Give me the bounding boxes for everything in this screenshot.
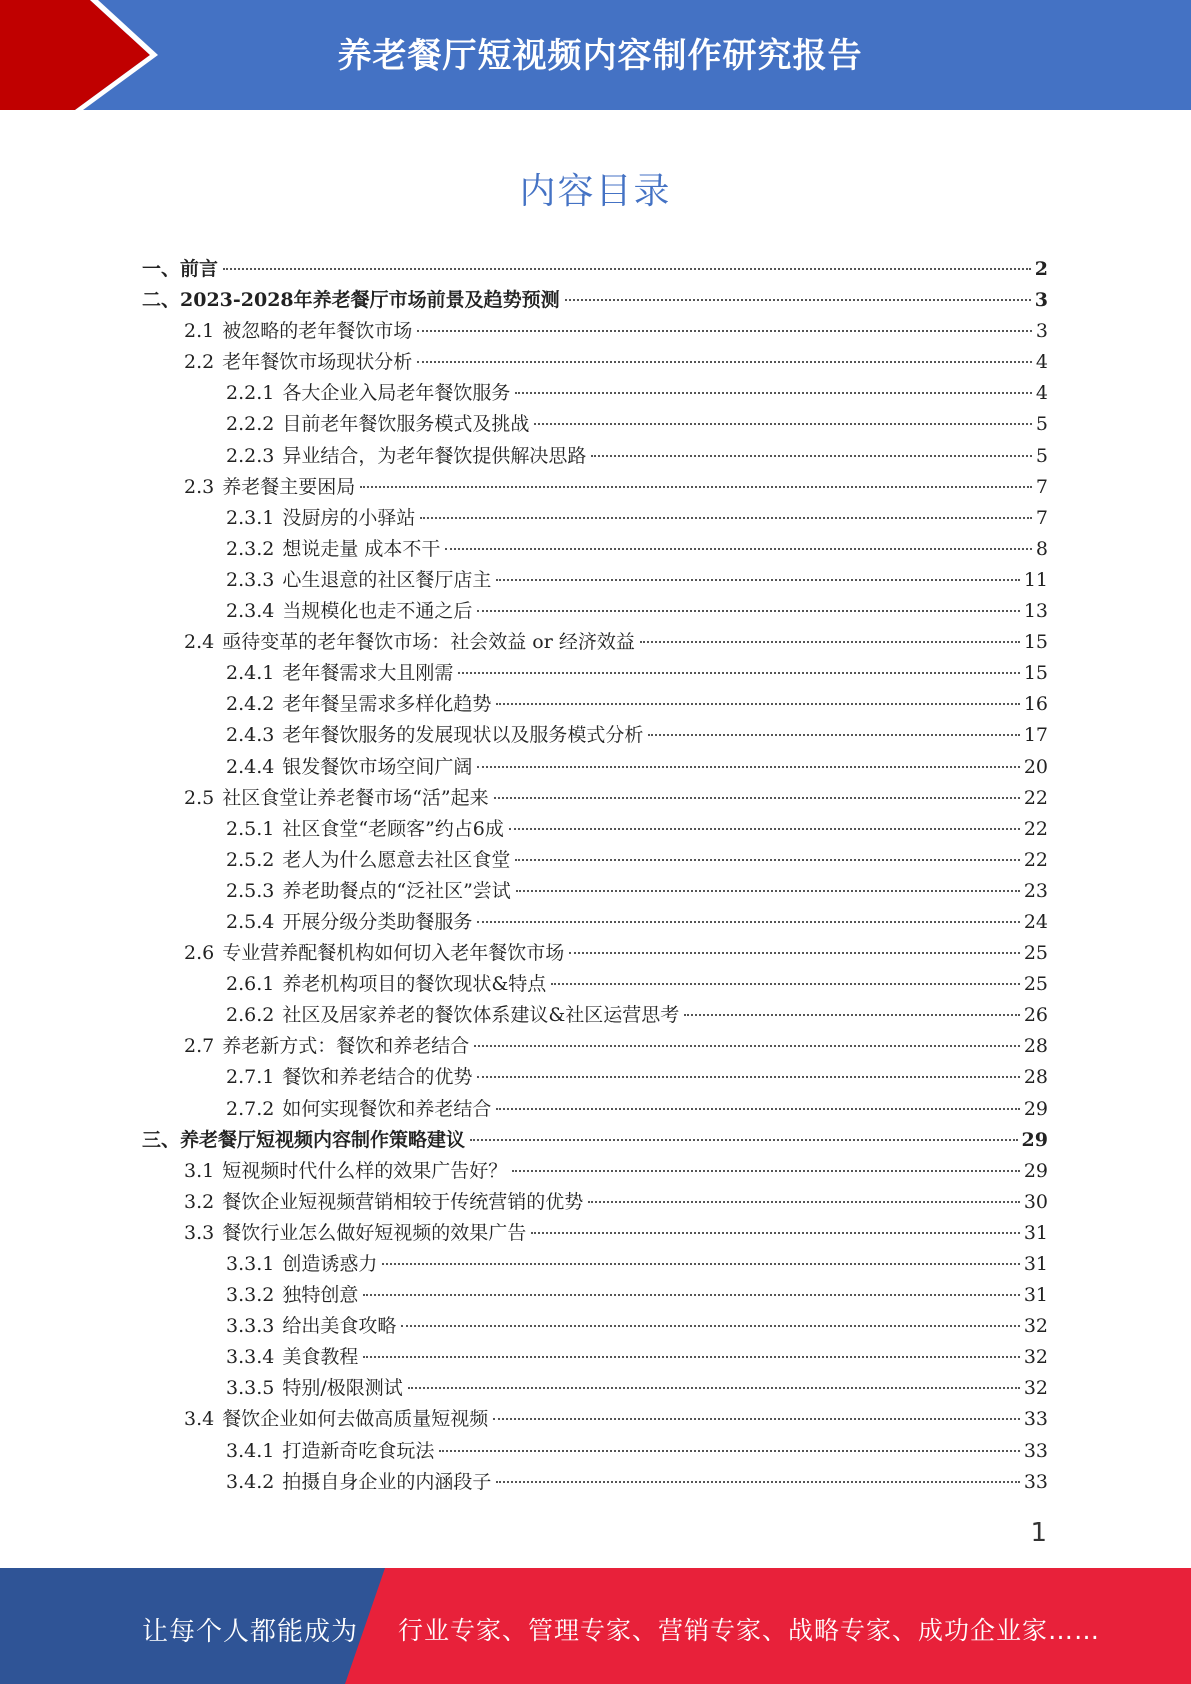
toc-entry-label (184, 1187, 586, 1218)
toc-dot-leader (588, 1201, 1020, 1203)
toc-entry-text: 餐饮行业怎么做好短视频的效果广告 (222, 1221, 527, 1244)
toc-dot-leader (648, 734, 1019, 736)
toc-entry-number: 2.2.1 (226, 382, 275, 405)
toc-entry-text: 短视频时代什么样的效果广告好？ (222, 1159, 508, 1182)
toc-entry-text: 一、前言 (142, 258, 219, 280)
toc-entry-number: 3.3.4 (226, 1346, 275, 1369)
toc-entry-text: 开展分级分类助餐服务 (282, 910, 473, 933)
toc-entry-page: 4 (1035, 351, 1048, 374)
toc-entry-label (184, 1156, 510, 1187)
toc-entry-label (184, 783, 492, 814)
toc-entry-number: 2.3.1 (226, 506, 275, 529)
toc-entry-label (184, 1031, 472, 1062)
toc-entry-number: 2.4 (184, 631, 215, 654)
toc-dot-leader (493, 1418, 1020, 1420)
toc-dot-leader (408, 1387, 1020, 1389)
toc-entry-page: 24 (1023, 910, 1048, 933)
toc-entry-label (226, 441, 589, 472)
toc-entry-page: 4 (1035, 382, 1048, 405)
toc-entry[interactable] (142, 845, 1048, 876)
toc-entry-label (226, 1062, 475, 1093)
toc-entry-label (184, 938, 567, 969)
toc-entry[interactable] (142, 565, 1048, 596)
toc-entry-number: 2.4.1 (226, 662, 275, 685)
toc-dot-leader (515, 859, 1019, 861)
toc-entry-label (226, 378, 513, 409)
toc-entry-number: 3.2 (184, 1190, 215, 1213)
toc-dot-leader (515, 392, 1032, 394)
toc-dot-leader (470, 1139, 1018, 1141)
toc-entry-page: 29 (1021, 1128, 1048, 1151)
toc-entry[interactable] (142, 1342, 1048, 1373)
toc-entry[interactable] (142, 876, 1048, 907)
toc-entry-label (226, 658, 456, 689)
toc-entry-text: 养老新方式：餐饮和养老结合 (222, 1035, 470, 1058)
toc-entry-label (226, 1467, 494, 1498)
toc-entry-number: 2.3.4 (226, 600, 275, 623)
toc-entry-number: 2.4.2 (226, 693, 275, 716)
toc-entry-text: 打造新奇吃食玩法 (282, 1439, 435, 1462)
toc-entry-text: 创造诱惑力 (282, 1253, 378, 1275)
toc-dot-leader (565, 299, 1031, 301)
toc-entry-number: 2.5.1 (226, 817, 275, 840)
toc-entry-page: 3 (1034, 289, 1048, 312)
toc-entry-page: 32 (1023, 1346, 1048, 1369)
toc-entry[interactable] (142, 472, 1048, 503)
toc-entry-number: 3.3 (184, 1221, 215, 1244)
toc-entry-label (142, 254, 221, 285)
toc-entry-page: 29 (1023, 1097, 1048, 1120)
toc-entry-label (226, 1280, 361, 1311)
toc-dot-leader (534, 423, 1032, 425)
toc-entry-label (226, 1094, 494, 1125)
toc-entry[interactable] (142, 1404, 1048, 1435)
toc-entry[interactable] (142, 347, 1048, 378)
toc-entry[interactable] (142, 1125, 1048, 1156)
toc-entry-number: 2.5.3 (226, 879, 275, 902)
toc-entry[interactable] (142, 938, 1048, 969)
toc-entry-number: 2.4.4 (226, 755, 275, 778)
toc-entry-page: 25 (1023, 973, 1048, 996)
toc-entry-label (226, 907, 475, 938)
page-number: 1 (1030, 1518, 1047, 1548)
toc-entry-number: 2.2 (184, 351, 215, 374)
toc-entry-text: 独特创意 (282, 1284, 359, 1307)
toc-entry-page: 33 (1023, 1439, 1048, 1462)
toc-entry[interactable] (142, 1094, 1048, 1125)
toc-entry[interactable] (142, 316, 1048, 347)
toc-entry-text: 养老助餐点的“泛社区”尝试 (282, 879, 511, 902)
toc-entry-label (184, 347, 415, 378)
toc-entry[interactable] (142, 1311, 1048, 1342)
toc-entry-text: 美食教程 (282, 1346, 359, 1369)
report-title: 养老餐厅短视频内容制作研究报告 (337, 36, 863, 76)
toc-entry[interactable] (142, 783, 1048, 814)
toc-dot-leader (477, 610, 1019, 612)
toc-entry[interactable] (142, 1031, 1048, 1062)
toc-entry-number: 2.5.4 (226, 910, 275, 933)
toc-entry-text: 异业结合，为老年餐饮提供解决思路 (282, 444, 587, 467)
toc-entry-page: 11 (1023, 568, 1048, 591)
toc-dot-leader (420, 517, 1032, 519)
toc-dot-leader (401, 1325, 1019, 1327)
toc-entry-label (226, 876, 514, 907)
toc-entry[interactable] (142, 907, 1048, 938)
toc-entry[interactable] (142, 1218, 1048, 1249)
toc-dot-leader (640, 641, 1020, 643)
toc-entry-page: 26 (1023, 1004, 1048, 1027)
toc-entry-page: 8 (1035, 537, 1048, 560)
toc-dot-leader (569, 952, 1020, 954)
toc-entry-number: 3.3.3 (226, 1315, 275, 1338)
toc-entry-label (226, 565, 494, 596)
toc-dot-leader (477, 766, 1019, 768)
toc-entry-page: 31 (1023, 1221, 1048, 1244)
toc-entry-number: 2.7.1 (226, 1066, 275, 1089)
toc-entry-text: 餐饮企业短视频营销相较于传统营销的优势 (222, 1190, 584, 1213)
toc-entry-number: 2.7.2 (226, 1097, 275, 1120)
toc-dot-leader (496, 1108, 1019, 1110)
toc-entry-number: 2.6.2 (226, 1004, 275, 1027)
toc-entry[interactable] (142, 1467, 1048, 1498)
page-footer (0, 1568, 1191, 1684)
toc-entry-page: 13 (1023, 600, 1048, 623)
toc-entry[interactable] (142, 1156, 1048, 1187)
toc-entry[interactable] (142, 503, 1048, 534)
toc-entry[interactable] (142, 1062, 1048, 1093)
toc-entry-page: 17 (1023, 724, 1048, 747)
toc-entry-number: 2.2.3 (226, 444, 275, 467)
toc-entry-text: 老人为什么愿意去社区食堂 (282, 848, 511, 871)
toc-entry-text: 养老机构项目的餐饮现状&特点 (282, 973, 547, 996)
toc-entry-page: 2 (1034, 258, 1048, 280)
toc-entry-label (226, 1436, 437, 1467)
toc-entry-number: 2.4.3 (226, 724, 275, 747)
toc-dot-leader (551, 983, 1020, 985)
toc-entry-text: 社区食堂让养老餐市场“活”起来 (222, 786, 489, 809)
toc-dot-leader (445, 548, 1032, 550)
toc-entry-text: 餐饮和养老结合的优势 (282, 1066, 473, 1089)
toc-entry-number: 3.4.2 (226, 1470, 275, 1493)
toc-entry-number: 2.5.2 (226, 848, 275, 871)
toc-entry-label (184, 472, 358, 503)
toc-entry-page: 7 (1035, 506, 1048, 529)
toc-entry-page: 15 (1023, 631, 1048, 654)
toc-dot-leader (531, 1232, 1020, 1234)
toc-entry-label (226, 689, 494, 720)
toc-entry-page: 23 (1023, 879, 1048, 902)
toc-dot-leader (360, 486, 1032, 488)
toc-dot-leader (516, 890, 1020, 892)
toc-dot-leader (458, 672, 1019, 674)
toc-entry[interactable] (142, 658, 1048, 689)
toc-entry[interactable] (142, 378, 1048, 409)
toc-entry-text: 心生退意的社区餐厅店主 (282, 568, 492, 591)
toc-dot-leader (474, 1045, 1020, 1047)
toc-entry-number: 2.2.2 (226, 413, 275, 436)
toc-entry[interactable] (142, 1249, 1048, 1280)
toc-entry-number: 3.3.5 (226, 1377, 275, 1400)
toc-entry-page: 16 (1023, 693, 1048, 716)
toc-entry-page: 5 (1035, 413, 1048, 436)
toc-entry-number: 2.7 (184, 1035, 215, 1058)
toc-dot-leader (417, 330, 1032, 332)
toc-entry[interactable] (142, 596, 1048, 627)
toc-entry-text: 社区食堂“老顾客”约占6成 (282, 817, 504, 840)
toc-entry-number: 2.6 (184, 942, 215, 965)
toc-entry[interactable] (142, 1280, 1048, 1311)
toc-entry-label (226, 814, 507, 845)
toc-dot-leader (477, 921, 1019, 923)
toc-entry-page: 30 (1023, 1190, 1048, 1213)
toc-entry-text: 养老餐主要困局 (222, 475, 356, 498)
toc-entry-label (226, 1000, 682, 1031)
toc-entry-text: 特别/极限测试 (282, 1377, 403, 1400)
toc-entry-label (184, 1218, 529, 1249)
footer-slogan-right: 行业专家、管理专家、营销专家、战略专家、成功企业家…… (398, 1616, 1101, 1645)
toc-entry-text: 老年餐饮服务的发展现状以及服务模式分析 (282, 724, 644, 747)
toc-entry-label (226, 1342, 361, 1373)
toc-entry-page: 29 (1023, 1159, 1048, 1182)
toc-entry-page: 33 (1023, 1470, 1048, 1493)
toc-entry[interactable] (142, 409, 1048, 440)
toc-entry-page: 33 (1023, 1408, 1048, 1431)
toc-entry[interactable] (142, 1000, 1048, 1031)
toc-entry-page: 31 (1023, 1284, 1048, 1307)
toc-entry-page: 32 (1023, 1315, 1048, 1338)
toc-entry-page: 3 (1035, 320, 1048, 343)
toc-entry-number: 2.5 (184, 786, 215, 809)
toc-entry-label (184, 1404, 491, 1435)
toc-entry-label (226, 409, 532, 440)
toc-entry-label (226, 534, 443, 565)
toc-entry-page: 15 (1023, 662, 1048, 685)
toc-dot-leader (223, 268, 1031, 270)
toc-entry-text: 各大企业入局老年餐饮服务 (282, 382, 511, 405)
toc-entry-label (142, 1125, 468, 1156)
toc-entry-text: 亟待变革的老年餐饮市场：社会效益 or 经济效益 (222, 631, 635, 654)
toc-dot-leader (496, 703, 1019, 705)
toc-dot-leader (363, 1294, 1019, 1296)
toc-entry-label (226, 969, 549, 1000)
toc-entry-page: 20 (1023, 755, 1048, 778)
toc-entry-text: 专业营养配餐机构如何切入老年餐饮市场 (222, 942, 565, 965)
toc-entry-label (226, 845, 513, 876)
toc-entry[interactable] (142, 752, 1048, 783)
toc-entry-number: 3.4.1 (226, 1439, 275, 1462)
toc-entry-label (226, 1373, 406, 1404)
toc-entry-text: 社区及居家养老的餐饮体系建议&社区运营思考 (282, 1004, 680, 1027)
toc-entry-text: 老年餐需求大且刚需 (282, 662, 454, 685)
toc-dot-leader (417, 361, 1032, 363)
toc-entry-text: 老年餐饮市场现状分析 (222, 351, 413, 374)
toc-entry-page: 5 (1035, 444, 1048, 467)
toc-dot-leader (363, 1356, 1019, 1358)
toc-entry[interactable] (142, 627, 1048, 658)
toc-entry[interactable] (142, 720, 1048, 751)
toc-entry-number: 3.3.1 (226, 1253, 275, 1275)
toc-entry[interactable] (142, 814, 1048, 845)
toc-dot-leader (496, 579, 1019, 581)
toc-entry[interactable] (142, 285, 1048, 316)
toc-entry-text: 没厨房的小驿站 (282, 506, 416, 529)
toc-entry-text: 二、2023-2028年养老餐厅市场前景及趋势预测 (142, 289, 560, 312)
toc-entry-text: 被忽略的老年餐饮市场 (222, 320, 413, 343)
toc-entry[interactable] (142, 534, 1048, 565)
toc-dot-leader (477, 1076, 1019, 1078)
toc-entry-text: 餐饮企业如何去做高质量短视频 (222, 1408, 489, 1431)
toc-entry-number: 2.3 (184, 475, 215, 498)
toc-entry-text: 目前老年餐饮服务模式及挑战 (282, 413, 530, 436)
toc-dot-leader (494, 797, 1020, 799)
toc-entry-number: 2.6.1 (226, 973, 275, 996)
toc-dot-leader (591, 455, 1032, 457)
toc-entry-label (226, 1311, 399, 1342)
toc-entry[interactable] (142, 1373, 1048, 1404)
toc-dot-leader (382, 1263, 1019, 1265)
toc-entry-label (184, 316, 415, 347)
toc-entry-label (226, 720, 646, 751)
toc-entry-number: 3.4 (184, 1408, 215, 1431)
toc-entry[interactable] (142, 969, 1048, 1000)
toc-entry-label (184, 627, 638, 658)
toc-dot-leader (509, 828, 1020, 830)
toc-entry-label (226, 752, 475, 783)
toc-heading: 内容目录 (519, 171, 672, 212)
footer-slogan-left: 让每个人都能成为 (142, 1617, 359, 1647)
toc-entry-text: 拍摄自身企业的内涵段子 (282, 1470, 492, 1493)
toc-entry-text: 老年餐呈需求多样化趋势 (282, 693, 492, 716)
page-header (0, 0, 1191, 110)
toc-dot-leader (512, 1170, 1020, 1172)
toc-entry-label (226, 596, 475, 627)
toc-entry-page: 22 (1023, 786, 1048, 809)
toc-entry-text: 银发餐饮市场空间广阔 (282, 755, 473, 778)
toc-entry-text: 给出美食攻略 (282, 1315, 397, 1338)
toc-entry-text: 三、养老餐厅短视频内容制作策略建议 (142, 1128, 466, 1151)
toc-entry-page: 22 (1023, 817, 1048, 840)
toc-entry[interactable] (142, 1436, 1048, 1467)
toc-entry-number: 3.1 (184, 1159, 215, 1182)
toc-dot-leader (439, 1450, 1019, 1452)
toc-entry-page: 25 (1023, 942, 1048, 965)
toc-entry[interactable] (142, 689, 1048, 720)
toc-entry-label (142, 285, 563, 316)
toc-entry-page: 22 (1023, 848, 1048, 871)
toc-entry-number: 2.3.3 (226, 568, 275, 591)
toc-entry-number: 2.1 (184, 320, 215, 343)
toc-entry-page: 28 (1023, 1035, 1048, 1058)
toc-entry-number: 2.3.2 (226, 537, 275, 560)
toc-entry-label (226, 1249, 380, 1280)
toc-entry[interactable] (142, 1187, 1048, 1218)
toc-entry-text: 当规模化也走不通之后 (282, 600, 473, 623)
toc-entry-page: 32 (1023, 1377, 1048, 1400)
toc-entry-label (226, 503, 418, 534)
toc-entry-number: 3.3.2 (226, 1284, 275, 1307)
toc-entry-text: 想说走量 成本不干 (282, 537, 441, 560)
toc-entry[interactable] (142, 441, 1048, 472)
toc-entry-page: 7 (1035, 475, 1048, 498)
toc-entry-text: 如何实现餐饮和养老结合 (282, 1097, 492, 1120)
table-of-contents (142, 254, 1048, 1498)
toc-entry-page: 28 (1023, 1066, 1048, 1089)
toc-dot-leader (496, 1481, 1019, 1483)
toc-dot-leader (684, 1014, 1020, 1016)
toc-entry-page: 31 (1023, 1253, 1048, 1275)
toc-entry[interactable] (142, 254, 1048, 285)
